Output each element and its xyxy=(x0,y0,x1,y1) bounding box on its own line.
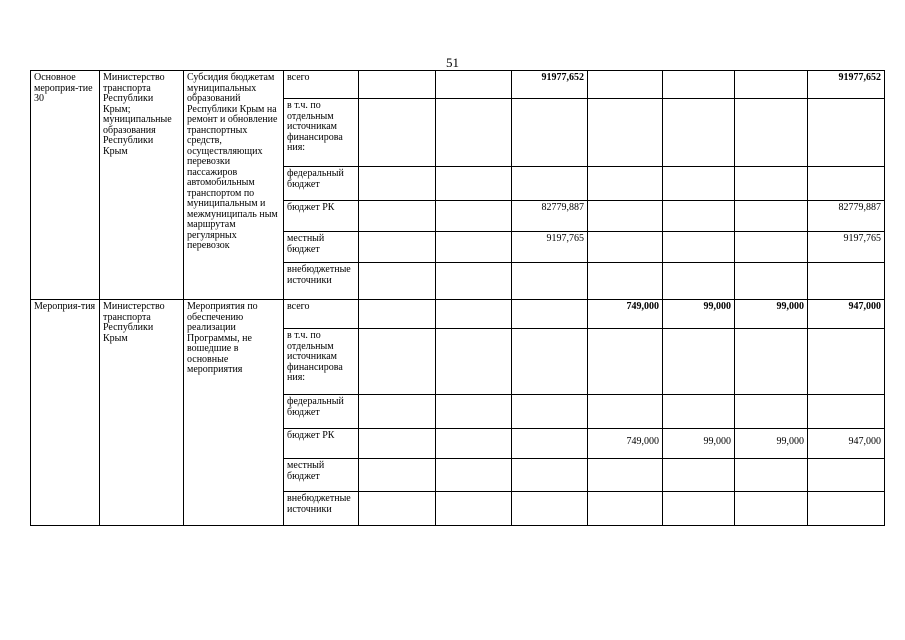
value-cell xyxy=(359,300,436,329)
value-cell xyxy=(436,459,512,492)
total-cell xyxy=(808,459,885,492)
value-cell xyxy=(663,459,735,492)
source-cell: всего xyxy=(284,71,359,99)
source-cell: в т.ч. по отдельным источникам финансирова ния: xyxy=(284,99,359,167)
value-cell xyxy=(436,329,512,395)
value-cell xyxy=(735,329,808,395)
source-cell: внебюджетные источники xyxy=(284,263,359,300)
value-cell xyxy=(588,232,663,263)
value-cell xyxy=(735,395,808,429)
value-cell xyxy=(512,167,588,201)
value-cell: 99,000 xyxy=(735,429,808,459)
value-cell xyxy=(735,71,808,99)
source-cell: всего xyxy=(284,300,359,329)
value-cell: 749,000 xyxy=(588,300,663,329)
value-cell xyxy=(512,263,588,300)
total-cell: 91977,652 xyxy=(808,71,885,99)
value-cell xyxy=(359,71,436,99)
value-cell xyxy=(663,232,735,263)
value-cell xyxy=(512,492,588,526)
value-cell xyxy=(359,167,436,201)
value-cell: 91977,652 xyxy=(512,71,588,99)
value-cell: 99,000 xyxy=(735,300,808,329)
value-cell: 99,000 xyxy=(663,429,735,459)
description-cell: Субсидия бюджетам муниципальных образований Республики Крым на ремонт и обновление транспортных средств, осуществляющих перевозки пассажиров автомобильным транспортом по муниципальным и межмуниципаль ным маршрутам регулярных перевозок xyxy=(184,71,284,300)
page-number: 51 xyxy=(446,55,459,70)
value-cell xyxy=(359,492,436,526)
value-cell xyxy=(735,167,808,201)
value-cell: 82779,887 xyxy=(512,201,588,232)
value-cell xyxy=(512,329,588,395)
executor-cell: Министерство транспорта Республики Крым xyxy=(100,300,184,526)
measure-name-cell: Основное мероприя-тие 30 xyxy=(31,71,100,300)
value-cell xyxy=(588,263,663,300)
value-cell xyxy=(359,99,436,167)
value-cell xyxy=(663,167,735,201)
value-cell xyxy=(735,232,808,263)
value-cell xyxy=(588,492,663,526)
source-cell: в т.ч. по отдельным источникам финансирова ния: xyxy=(284,329,359,395)
value-cell xyxy=(735,263,808,300)
value-cell xyxy=(588,201,663,232)
value-cell xyxy=(359,201,436,232)
source-cell: внебюджетные источники xyxy=(284,492,359,526)
value-cell xyxy=(436,300,512,329)
value-cell xyxy=(359,263,436,300)
value-cell xyxy=(512,459,588,492)
source-cell: федеральный бюджет xyxy=(284,167,359,201)
total-cell xyxy=(808,395,885,429)
value-cell xyxy=(436,99,512,167)
total-cell xyxy=(808,492,885,526)
total-cell xyxy=(808,167,885,201)
total-cell: 9197,765 xyxy=(808,232,885,263)
value-cell xyxy=(436,201,512,232)
value-cell xyxy=(735,99,808,167)
source-cell: бюджет РК xyxy=(284,201,359,232)
value-cell xyxy=(588,459,663,492)
value-cell xyxy=(663,99,735,167)
value-cell xyxy=(663,201,735,232)
value-cell xyxy=(663,71,735,99)
value-cell xyxy=(436,232,512,263)
value-cell xyxy=(436,263,512,300)
value-cell: 749,000 xyxy=(588,429,663,459)
value-cell xyxy=(359,395,436,429)
total-cell: 947,000 xyxy=(808,429,885,459)
total-cell xyxy=(808,329,885,395)
total-cell: 947,000 xyxy=(808,300,885,329)
source-cell: бюджет РК xyxy=(284,429,359,459)
value-cell xyxy=(512,395,588,429)
value-cell xyxy=(735,459,808,492)
budget-table xyxy=(30,70,885,526)
table-row xyxy=(31,71,885,99)
measure-name-cell: Мероприя-тия xyxy=(31,300,100,526)
source-cell: местный бюджет xyxy=(284,459,359,492)
value-cell: 9197,765 xyxy=(512,232,588,263)
value-cell xyxy=(359,459,436,492)
value-cell xyxy=(663,492,735,526)
value-cell xyxy=(359,329,436,395)
value-cell xyxy=(359,232,436,263)
executor-cell: Министерство транспорта Республики Крым; муниципальные образования Республики Крым xyxy=(100,71,184,300)
value-cell xyxy=(588,167,663,201)
table-row xyxy=(31,300,885,329)
value-cell xyxy=(588,329,663,395)
value-cell xyxy=(512,300,588,329)
value-cell xyxy=(512,429,588,459)
total-cell xyxy=(808,99,885,167)
value-cell: 99,000 xyxy=(663,300,735,329)
value-cell xyxy=(588,71,663,99)
source-cell: местный бюджет xyxy=(284,232,359,263)
value-cell xyxy=(436,71,512,99)
value-cell xyxy=(663,329,735,395)
value-cell xyxy=(735,201,808,232)
value-cell xyxy=(436,395,512,429)
value-cell xyxy=(436,429,512,459)
value-cell xyxy=(735,492,808,526)
description-cell: Мероприятия по обеспечению реализации Программы, не вошедшие в основные мероприятия xyxy=(184,300,284,526)
value-cell xyxy=(588,395,663,429)
total-cell xyxy=(808,263,885,300)
value-cell xyxy=(436,167,512,201)
value-cell xyxy=(588,99,663,167)
total-cell: 82779,887 xyxy=(808,201,885,232)
value-cell xyxy=(512,99,588,167)
value-cell xyxy=(663,395,735,429)
value-cell xyxy=(359,429,436,459)
value-cell xyxy=(436,492,512,526)
source-cell: федеральный бюджет xyxy=(284,395,359,429)
value-cell xyxy=(663,263,735,300)
